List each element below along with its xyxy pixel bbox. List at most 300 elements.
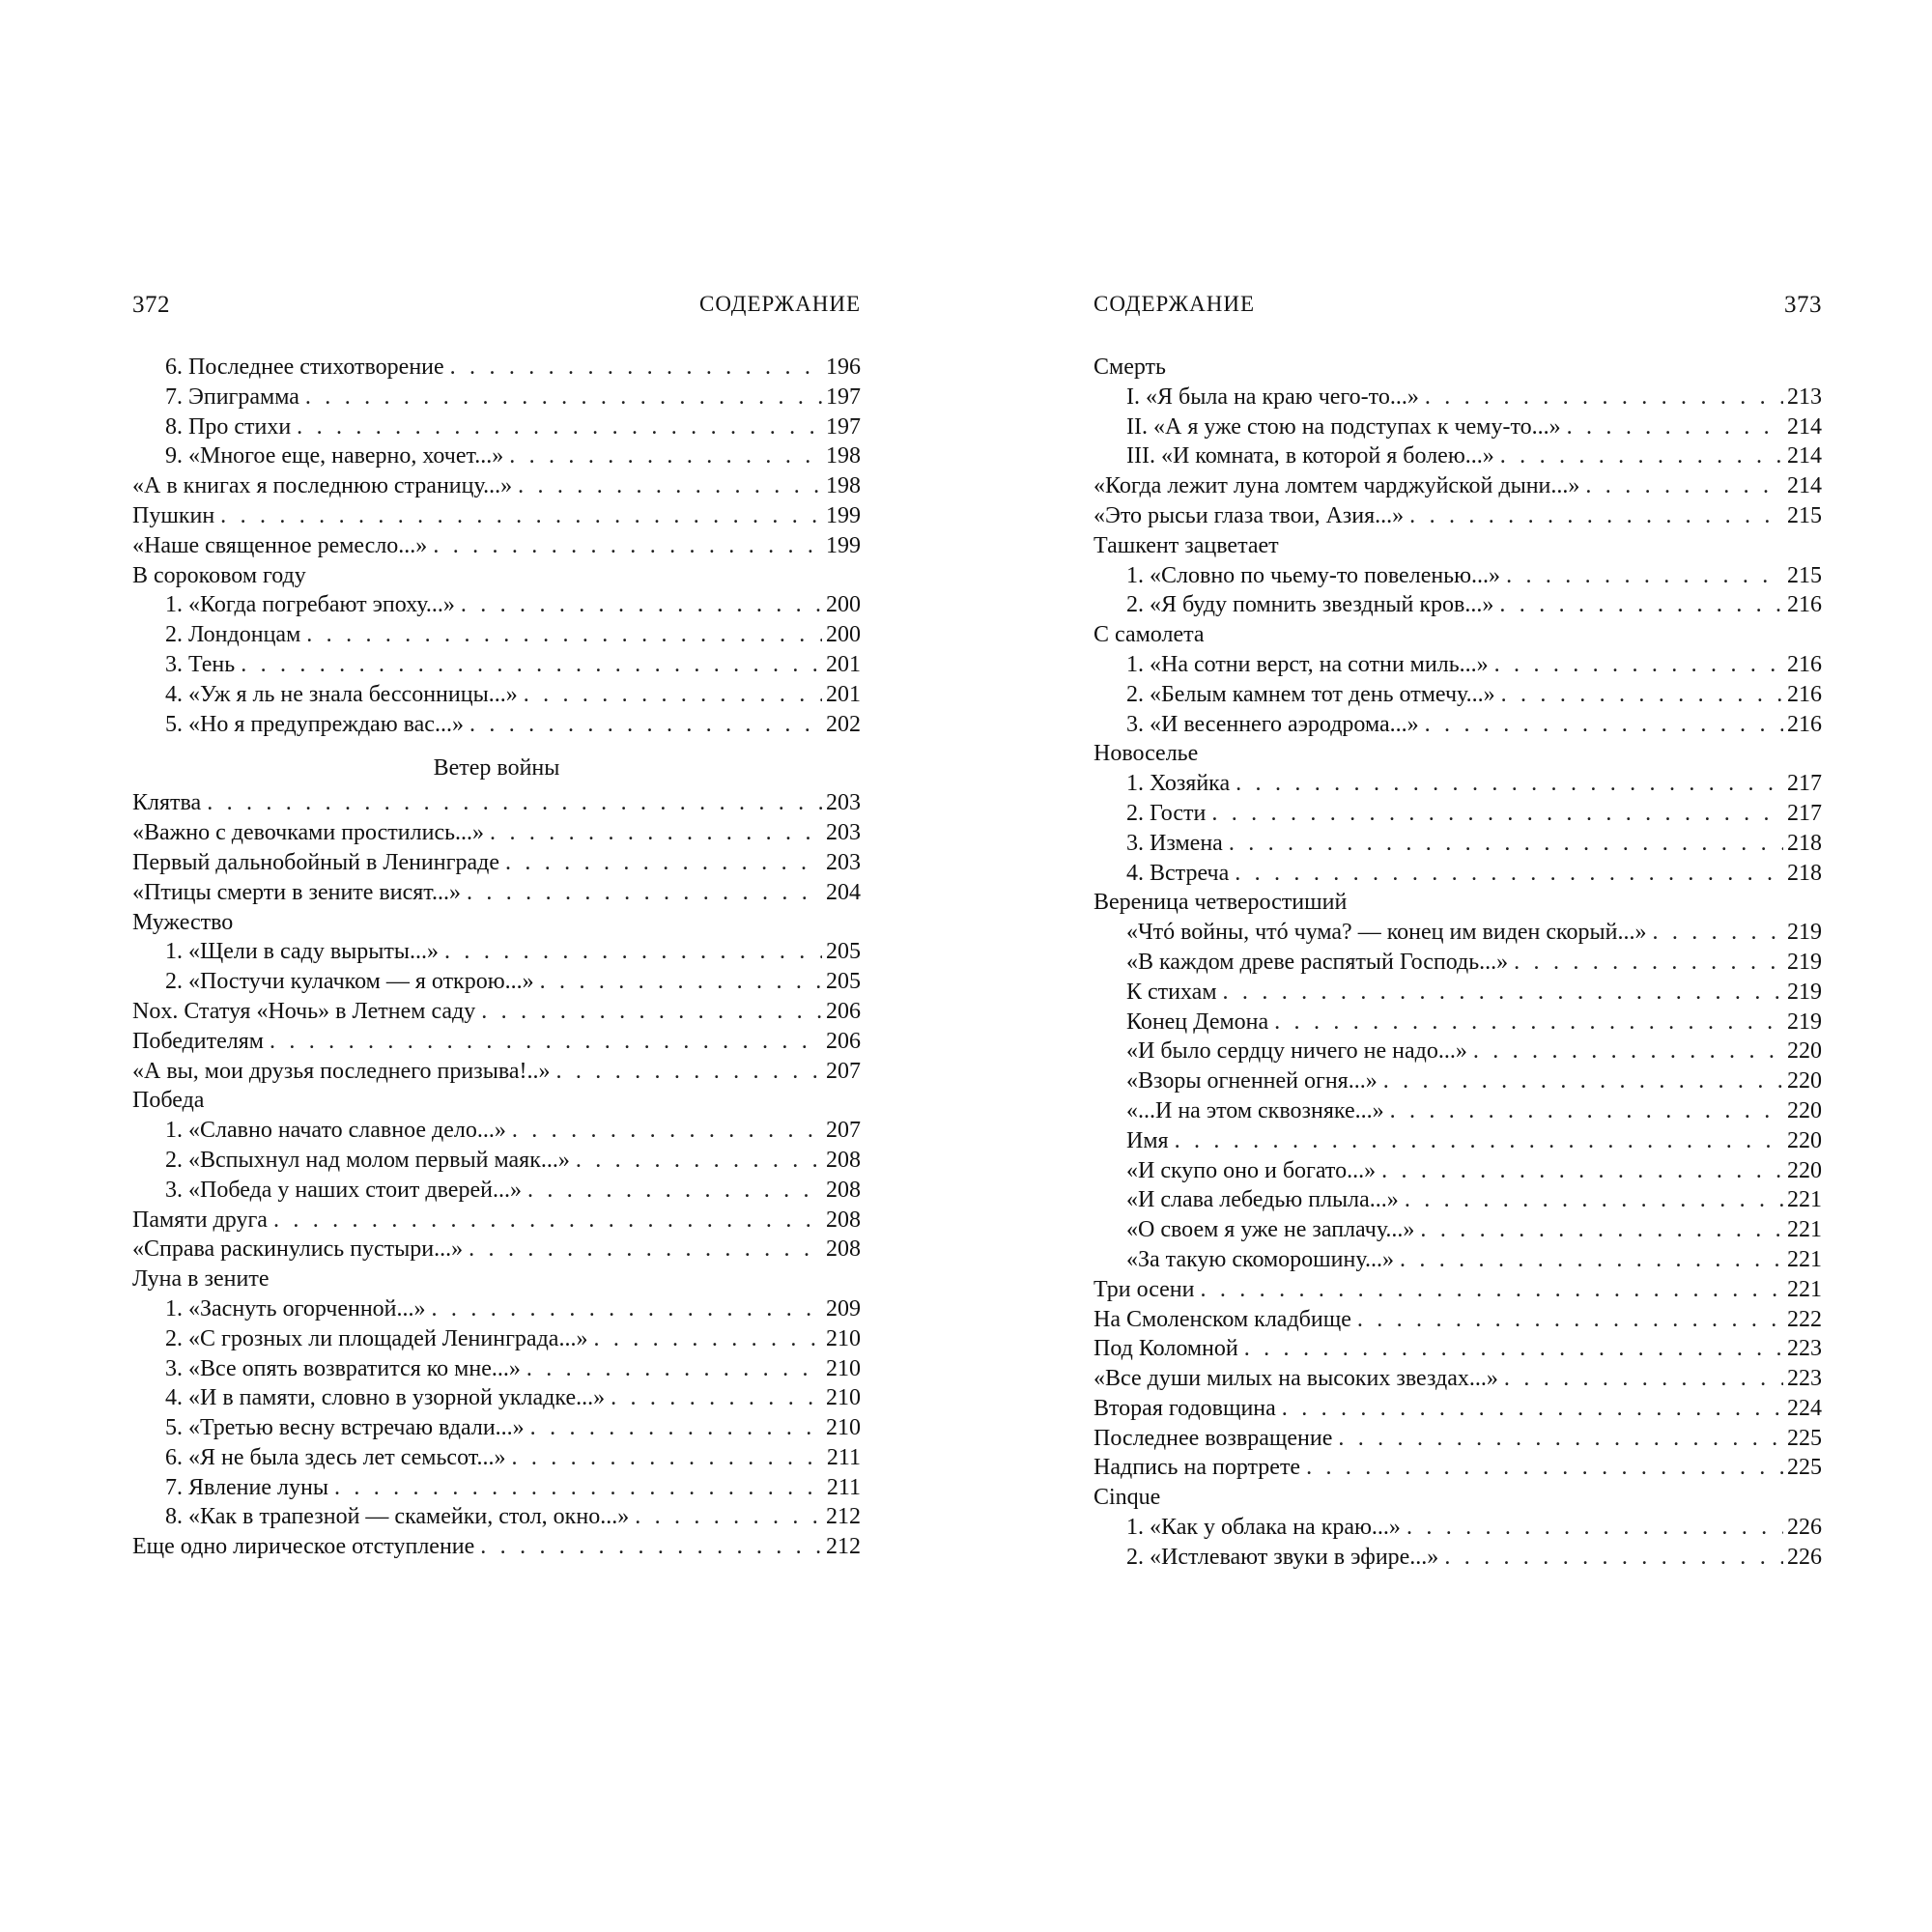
toc-entry bbox=[132, 937, 861, 967]
toc-group-heading bbox=[1094, 1483, 1822, 1513]
toc-entry-title: 3. «Победа у наших стоит дверей...» bbox=[165, 1177, 522, 1203]
toc-entry-title: 9. «Многое еще, наверно, хочет...» bbox=[165, 443, 504, 469]
toc-entry-title: Победителям bbox=[132, 1028, 264, 1054]
toc-entry-title: Луна в зените bbox=[132, 1266, 270, 1293]
dot-leader bbox=[1494, 650, 1783, 680]
toc-group-heading bbox=[1094, 531, 1822, 561]
toc-entry-page: 201 bbox=[826, 681, 861, 707]
toc-entry-page: 196 bbox=[826, 355, 861, 380]
dot-leader bbox=[467, 878, 822, 908]
toc-entry-page: 202 bbox=[826, 711, 861, 737]
toc-entry bbox=[1094, 1364, 1822, 1394]
dot-leader bbox=[635, 1502, 822, 1532]
toc-entry-page: 198 bbox=[826, 473, 861, 499]
toc-entry-title: К стихам bbox=[1126, 979, 1217, 1005]
toc-entry-title: 1. «На сотни верст, на сотни миль...» bbox=[1126, 651, 1489, 677]
toc-entry bbox=[1094, 441, 1822, 471]
dot-leader bbox=[241, 650, 822, 680]
dot-leader bbox=[524, 680, 822, 710]
toc-entry-page: 197 bbox=[826, 413, 861, 440]
toc-entry-title: 2. Гости bbox=[1126, 800, 1207, 826]
dot-leader bbox=[512, 1116, 822, 1146]
toc-entry-page: 210 bbox=[826, 1355, 861, 1381]
toc-entry-title: 2. «Вспыхнул над молом первый маяк...» bbox=[165, 1147, 570, 1173]
toc-entry bbox=[132, 471, 861, 501]
dot-leader bbox=[1390, 1096, 1783, 1126]
dot-leader bbox=[1500, 441, 1783, 471]
toc-entry-page: 208 bbox=[826, 1147, 861, 1173]
toc-entry-title: Вторая годовщина bbox=[1094, 1395, 1276, 1421]
toc-entry-title: 1. «Щели в саду вырыты...» bbox=[165, 939, 440, 965]
dot-leader bbox=[1244, 1334, 1783, 1364]
toc-entry bbox=[1094, 1156, 1822, 1186]
toc-group-heading bbox=[132, 561, 861, 591]
toc-entry bbox=[1094, 829, 1822, 859]
toc-entry-title: «Взоры огненней огня...» bbox=[1126, 1068, 1378, 1094]
dot-leader bbox=[490, 818, 822, 848]
toc-entry-page: 217 bbox=[1787, 800, 1822, 826]
toc-entry-title: 6. «Я не была здесь лет семьсот...» bbox=[165, 1444, 506, 1470]
dot-leader bbox=[1514, 948, 1783, 978]
table-of-contents-left bbox=[132, 353, 861, 1562]
toc-entry-page: 210 bbox=[826, 1385, 861, 1411]
toc-entry-title: «И слава лебедью плыла...» bbox=[1126, 1187, 1399, 1213]
toc-entry bbox=[1094, 412, 1822, 442]
toc-entry-title: «Все души милых на высоких звездах...» bbox=[1094, 1366, 1498, 1392]
toc-entry-page: 199 bbox=[826, 532, 861, 558]
dot-leader bbox=[511, 1443, 822, 1473]
toc-entry bbox=[1094, 1543, 1822, 1573]
toc-entry-page: 209 bbox=[826, 1295, 861, 1321]
toc-entry bbox=[132, 1502, 861, 1532]
toc-entry-title: «Когда лежит луна ломтем чарджуйской дыни...» bbox=[1094, 473, 1580, 499]
dot-leader bbox=[1338, 1424, 1783, 1454]
dot-leader bbox=[1501, 680, 1783, 710]
toc-entry-page: 223 bbox=[1787, 1366, 1822, 1392]
toc-entry-title: Пушкин bbox=[132, 502, 215, 528]
toc-entry-title: 1. «Словно по чьему-то повеленью...» bbox=[1126, 562, 1501, 588]
dot-leader bbox=[1381, 1156, 1783, 1186]
toc-entry-title: С самолета bbox=[1094, 622, 1205, 648]
running-title: СОДЕРЖАНИЕ bbox=[1094, 292, 1256, 316]
toc-entry-title: 5. «Третью весну встречаю вдали...» bbox=[165, 1415, 525, 1441]
toc-entry-page: 224 bbox=[1787, 1395, 1822, 1421]
dot-leader bbox=[1274, 1008, 1783, 1037]
toc-entry-page: 212 bbox=[826, 1534, 861, 1560]
toc-entry-title: 3. Измена bbox=[1126, 830, 1223, 856]
toc-entry-page: 206 bbox=[826, 1028, 861, 1054]
toc-entry-page: 211 bbox=[826, 1444, 861, 1470]
toc-entry bbox=[1094, 501, 1822, 531]
toc-entry bbox=[132, 1116, 861, 1146]
toc-entry-title: Победа bbox=[132, 1088, 205, 1114]
toc-entry-title: «Справа раскинулись пустыри...» bbox=[132, 1236, 464, 1263]
toc-entry-title: «За такую скоморошину...» bbox=[1126, 1246, 1394, 1272]
toc-entry bbox=[132, 1413, 861, 1443]
toc-entry bbox=[132, 1354, 861, 1384]
toc-entry-title: «О своем я уже не заплачу...» bbox=[1126, 1217, 1415, 1243]
dot-leader bbox=[518, 471, 822, 501]
toc-entry-title: На Смоленском кладбище bbox=[1094, 1306, 1351, 1332]
dot-leader bbox=[1229, 829, 1783, 859]
toc-entry-title: Ташкент зацветает bbox=[1094, 532, 1279, 558]
dot-leader bbox=[1236, 769, 1783, 799]
toc-entry bbox=[132, 878, 861, 908]
toc-entry-page: 205 bbox=[826, 969, 861, 995]
toc-entry-title: Cinque bbox=[1094, 1485, 1161, 1511]
toc-entry-page: 207 bbox=[826, 1058, 861, 1084]
toc-entry-title: 7. Явление луны bbox=[165, 1474, 328, 1500]
dot-leader bbox=[1425, 710, 1783, 740]
toc-entry-page: 220 bbox=[1787, 1097, 1822, 1123]
toc-entry-title: Мужество bbox=[132, 909, 234, 935]
dot-leader bbox=[444, 937, 822, 967]
toc-group-heading bbox=[1094, 888, 1822, 918]
toc-entry-page: 203 bbox=[826, 820, 861, 846]
toc-entry-page: 200 bbox=[826, 592, 861, 618]
toc-entry-title: II. «А я уже стою на подступах к чему-то...» bbox=[1126, 413, 1561, 440]
dot-leader bbox=[1306, 1453, 1783, 1483]
toc-entry-title: 3. «Все опять возвратится ко мне...» bbox=[165, 1355, 521, 1381]
toc-entry-title: Имя bbox=[1126, 1127, 1169, 1153]
toc-entry bbox=[132, 650, 861, 680]
toc-entry bbox=[1094, 948, 1822, 978]
dot-leader bbox=[1400, 1245, 1783, 1275]
toc-entry-page: 225 bbox=[1787, 1455, 1822, 1481]
toc-entry bbox=[1094, 680, 1822, 710]
dot-leader bbox=[1567, 412, 1783, 442]
toc-entry-page: 210 bbox=[826, 1415, 861, 1441]
toc-entry-title: Под Коломной bbox=[1094, 1336, 1238, 1362]
toc-entry-title: Три осени bbox=[1094, 1276, 1195, 1302]
dot-leader bbox=[305, 383, 822, 412]
toc-entry-title: 2. «Истлевают звуки в эфире...» bbox=[1126, 1544, 1439, 1570]
toc-entry-title: Памяти друга bbox=[132, 1207, 268, 1233]
dot-leader bbox=[432, 1294, 822, 1324]
dot-leader bbox=[593, 1324, 822, 1354]
dot-leader bbox=[1235, 859, 1783, 889]
toc-entry-title: 4. «Уж я ль не знала бессонницы...» bbox=[165, 681, 518, 707]
toc-entry bbox=[1094, 1037, 1822, 1066]
toc-entry-page: 223 bbox=[1787, 1336, 1822, 1362]
toc-entry-page: 200 bbox=[826, 622, 861, 648]
toc-group-before bbox=[132, 353, 861, 739]
toc-entry-title: 1. «Как у облака на краю...» bbox=[1126, 1515, 1401, 1541]
dot-leader bbox=[1357, 1305, 1783, 1335]
dot-leader bbox=[461, 590, 822, 620]
toc-entry bbox=[132, 1294, 861, 1324]
dot-leader bbox=[530, 1413, 822, 1443]
toc-entry-page: 207 bbox=[826, 1118, 861, 1144]
toc-entry-page: 221 bbox=[1787, 1276, 1822, 1302]
dot-leader bbox=[1585, 471, 1783, 501]
toc-entry-page: 215 bbox=[1787, 562, 1822, 588]
toc-entry-title: «В каждом древе распятый Господь...» bbox=[1126, 949, 1509, 975]
toc-entry bbox=[132, 353, 861, 383]
dot-leader bbox=[1499, 590, 1783, 620]
toc-entry-page: 221 bbox=[1787, 1246, 1822, 1272]
dot-leader bbox=[576, 1146, 822, 1176]
dot-leader bbox=[270, 1027, 822, 1057]
dot-leader bbox=[480, 1532, 822, 1562]
toc-entry-title: «...И на этом сквозняке...» bbox=[1126, 1097, 1384, 1123]
dot-leader bbox=[556, 1057, 823, 1087]
dot-leader bbox=[1405, 1185, 1783, 1215]
toc-entry bbox=[132, 1532, 861, 1562]
page-number: 373 bbox=[1784, 292, 1822, 318]
toc-entry-title: 3. Тень bbox=[165, 651, 236, 677]
toc-entry-page: 214 bbox=[1787, 413, 1822, 440]
toc-entry-page: 219 bbox=[1787, 949, 1822, 975]
toc-entry bbox=[132, 1383, 861, 1413]
dot-leader bbox=[1223, 978, 1783, 1008]
toc-group-after bbox=[132, 788, 861, 1562]
page-number: 372 bbox=[132, 292, 170, 318]
dot-leader bbox=[540, 967, 822, 997]
toc-entry-title: 5. «Но я предупреждаю вас...» bbox=[165, 711, 464, 737]
dot-leader bbox=[1420, 1215, 1783, 1245]
toc-entry-title: Клятва bbox=[132, 790, 202, 816]
toc-entry-page: 208 bbox=[826, 1177, 861, 1203]
dot-leader bbox=[1175, 1126, 1783, 1156]
toc-entry-page: 226 bbox=[1787, 1544, 1822, 1570]
toc-entry-page: 214 bbox=[1787, 473, 1822, 499]
toc-entry-title: «И было сердцу ничего не надо...» bbox=[1126, 1038, 1467, 1065]
toc-entry-title: 2. «Постучи кулачком — я открою...» bbox=[165, 969, 534, 995]
toc-entry bbox=[132, 501, 861, 531]
toc-entry-page: 221 bbox=[1787, 1187, 1822, 1213]
toc-entry-title: 1. «Когда погребают эпоху...» bbox=[165, 592, 455, 618]
toc-entry bbox=[132, 1324, 861, 1354]
toc-group-heading bbox=[132, 1264, 861, 1294]
toc-entry bbox=[132, 1057, 861, 1087]
toc-entry-title: Надпись на портрете bbox=[1094, 1455, 1301, 1481]
toc-entry-page: 220 bbox=[1787, 1157, 1822, 1183]
toc-entry bbox=[132, 1443, 861, 1473]
toc-entry-page: 204 bbox=[826, 879, 861, 905]
toc-entry-title: «А вы, мои друзья последнего призыва!..» bbox=[132, 1058, 551, 1084]
toc-entry bbox=[132, 1176, 861, 1206]
toc-entry bbox=[132, 818, 861, 848]
toc-entry-title: 1. Хозяйка bbox=[1126, 771, 1231, 797]
toc-entry-title: 8. «Как в трапезной — скамейки, стол, окно...» bbox=[165, 1504, 630, 1530]
dot-leader bbox=[1406, 1513, 1783, 1543]
dot-leader bbox=[1211, 799, 1783, 829]
toc-entry bbox=[1094, 1008, 1822, 1037]
toc-entry-page: 212 bbox=[826, 1504, 861, 1530]
toc-entry bbox=[1094, 650, 1822, 680]
toc-entry-title: Первый дальнобойный в Ленинграде bbox=[132, 849, 499, 875]
toc-group bbox=[1094, 353, 1822, 1573]
toc-entry-title: Еще одно лирическое отступление bbox=[132, 1534, 475, 1560]
toc-entry-title: 1. «Заснуть огорченной...» bbox=[165, 1295, 426, 1321]
toc-entry-title: 4. «И в памяти, словно в узорной укладке...» bbox=[165, 1385, 606, 1411]
dot-leader bbox=[450, 353, 822, 383]
toc-entry-page: 214 bbox=[1787, 443, 1822, 469]
toc-entry bbox=[1094, 383, 1822, 412]
dot-leader bbox=[306, 620, 822, 650]
toc-group-heading bbox=[132, 908, 861, 938]
toc-entry-title: Nox. Статуя «Ночь» в Летнем саду bbox=[132, 998, 476, 1024]
toc-entry bbox=[1094, 471, 1822, 501]
toc-entry-page: 210 bbox=[826, 1325, 861, 1351]
toc-group-heading bbox=[132, 1086, 861, 1116]
toc-entry bbox=[132, 441, 861, 471]
toc-entry-page: 208 bbox=[826, 1236, 861, 1263]
toc-entry-page: 197 bbox=[826, 384, 861, 410]
toc-entry-page: 211 bbox=[826, 1474, 861, 1500]
toc-entry-title: Последнее возвращение bbox=[1094, 1425, 1333, 1451]
toc-entry-page: 222 bbox=[1787, 1306, 1822, 1332]
dot-leader bbox=[481, 997, 822, 1027]
dot-leader bbox=[1652, 918, 1783, 948]
toc-entry bbox=[132, 1235, 861, 1264]
toc-entry-page: 199 bbox=[826, 502, 861, 528]
toc-entry bbox=[132, 848, 861, 878]
dot-leader bbox=[273, 1206, 822, 1236]
toc-group-heading bbox=[1094, 620, 1822, 650]
dot-leader bbox=[1409, 501, 1783, 531]
toc-entry-page: 220 bbox=[1787, 1038, 1822, 1065]
toc-entry-page: 216 bbox=[1787, 681, 1822, 707]
toc-entry bbox=[1094, 1275, 1822, 1305]
toc-entry bbox=[132, 680, 861, 710]
toc-entry bbox=[132, 383, 861, 412]
dot-leader bbox=[505, 848, 822, 878]
toc-entry-title: 6. Последнее стихотворение bbox=[165, 355, 444, 380]
toc-entry-title: 2. Лондонцам bbox=[165, 622, 301, 648]
toc-entry-page: 203 bbox=[826, 849, 861, 875]
toc-entry bbox=[1094, 918, 1822, 948]
toc-entry-page: 221 bbox=[1787, 1217, 1822, 1243]
toc-entry bbox=[1094, 1096, 1822, 1126]
toc-entry-title: «Это рысьи глаза твои, Азия...» bbox=[1094, 502, 1405, 528]
toc-entry bbox=[1094, 978, 1822, 1008]
toc-entry bbox=[1094, 710, 1822, 740]
running-title: СОДЕРЖАНИЕ bbox=[698, 292, 861, 316]
dot-leader bbox=[1473, 1037, 1783, 1066]
toc-entry-page: 225 bbox=[1787, 1425, 1822, 1451]
toc-entry bbox=[1094, 1394, 1822, 1424]
dot-leader bbox=[1506, 561, 1783, 591]
dot-leader bbox=[526, 1354, 822, 1384]
toc-entry-page: 201 bbox=[826, 651, 861, 677]
toc-entry-page: 203 bbox=[826, 790, 861, 816]
toc-entry-page: 226 bbox=[1787, 1515, 1822, 1541]
dot-leader bbox=[469, 710, 822, 740]
toc-entry-page: 216 bbox=[1787, 651, 1822, 677]
dot-leader bbox=[220, 501, 822, 531]
toc-entry bbox=[1094, 561, 1822, 591]
toc-entry-title: Новоселье bbox=[1094, 741, 1199, 767]
dot-leader bbox=[1504, 1364, 1783, 1394]
toc-group-heading bbox=[1094, 739, 1822, 769]
right-page-header bbox=[1094, 292, 1822, 325]
left-page bbox=[132, 0, 861, 1932]
toc-entry-page: 205 bbox=[826, 939, 861, 965]
right-page bbox=[1094, 0, 1822, 1932]
toc-entry-page: 206 bbox=[826, 998, 861, 1024]
toc-entry bbox=[1094, 859, 1822, 889]
dot-leader bbox=[1383, 1066, 1783, 1096]
toc-entry-title: 2. «Я буду помнить звездный кров...» bbox=[1126, 592, 1494, 618]
dot-leader bbox=[1282, 1394, 1783, 1424]
toc-entry-page: 220 bbox=[1787, 1068, 1822, 1094]
toc-entry-title: «Важно с девочками простились...» bbox=[132, 820, 485, 846]
toc-entry-title: 4. Встреча bbox=[1126, 860, 1230, 886]
toc-entry bbox=[1094, 1126, 1822, 1156]
toc-entry bbox=[132, 967, 861, 997]
toc-entry-page: 219 bbox=[1787, 979, 1822, 1005]
toc-entry-title: I. «Я была на краю чего-то...» bbox=[1126, 384, 1419, 410]
toc-entry bbox=[132, 1473, 861, 1503]
toc-entry-title: Вереница четверостиший bbox=[1094, 890, 1348, 916]
toc-entry bbox=[1094, 1245, 1822, 1275]
dot-leader bbox=[1444, 1543, 1783, 1573]
dot-leader bbox=[334, 1473, 823, 1503]
toc-entry-title: Конец Демона bbox=[1126, 1009, 1269, 1035]
toc-entry bbox=[132, 531, 861, 561]
toc-entry-page: 219 bbox=[1787, 920, 1822, 946]
toc-group-heading bbox=[1094, 353, 1822, 383]
toc-entry bbox=[132, 1206, 861, 1236]
toc-entry bbox=[1094, 1513, 1822, 1543]
toc-entry-title: 7. Эпиграмма bbox=[165, 384, 299, 410]
table-of-contents-right bbox=[1094, 353, 1822, 1573]
toc-entry-title: 3. «И весеннего аэродрома...» bbox=[1126, 711, 1419, 737]
toc-entry-title: 1. «Славно начато славное дело...» bbox=[165, 1118, 506, 1144]
toc-entry bbox=[1094, 590, 1822, 620]
toc-entry-page: 216 bbox=[1787, 592, 1822, 618]
toc-entry bbox=[1094, 769, 1822, 799]
toc-entry bbox=[132, 788, 861, 818]
toc-entry bbox=[132, 710, 861, 740]
toc-entry-page: 220 bbox=[1787, 1127, 1822, 1153]
toc-entry bbox=[1094, 1215, 1822, 1245]
toc-entry-title: «Наше священное ремесло...» bbox=[132, 532, 428, 558]
toc-entry bbox=[1094, 1185, 1822, 1215]
toc-entry bbox=[132, 997, 861, 1027]
toc-entry bbox=[132, 412, 861, 442]
toc-entry-title: «Птицы смерти в зените висят...» bbox=[132, 879, 461, 905]
toc-entry-title: «А в книгах я последнюю страницу...» bbox=[132, 473, 513, 499]
toc-entry bbox=[132, 1146, 861, 1176]
toc-entry-page: 213 bbox=[1787, 384, 1822, 410]
dot-leader bbox=[1425, 383, 1783, 412]
toc-entry-title: 8. Про стихи bbox=[165, 413, 292, 440]
toc-entry bbox=[1094, 1066, 1822, 1096]
toc-entry bbox=[1094, 1334, 1822, 1364]
dot-leader bbox=[509, 441, 822, 471]
toc-entry bbox=[132, 590, 861, 620]
toc-entry-page: 217 bbox=[1787, 771, 1822, 797]
dot-leader bbox=[527, 1176, 822, 1206]
toc-entry-title: 2. «С грозных ли площадей Ленинграда...» bbox=[165, 1325, 588, 1351]
toc-entry-page: 218 bbox=[1787, 830, 1822, 856]
toc-entry-page: 216 bbox=[1787, 711, 1822, 737]
dot-leader bbox=[297, 412, 822, 442]
toc-entry bbox=[132, 1027, 861, 1057]
toc-entry-page: 218 bbox=[1787, 860, 1822, 886]
dot-leader bbox=[469, 1235, 822, 1264]
toc-entry-title: «Чтó войны, чтó чума? — конец им виден скорый...» bbox=[1126, 920, 1647, 946]
toc-entry-page: 198 bbox=[826, 443, 861, 469]
toc-entry-page: 215 bbox=[1787, 502, 1822, 528]
toc-entry bbox=[1094, 1424, 1822, 1454]
toc-entry-title: Смерть bbox=[1094, 355, 1166, 380]
left-page-header bbox=[132, 292, 861, 325]
toc-entry-title: «И скупо оно и богато...» bbox=[1126, 1157, 1377, 1183]
